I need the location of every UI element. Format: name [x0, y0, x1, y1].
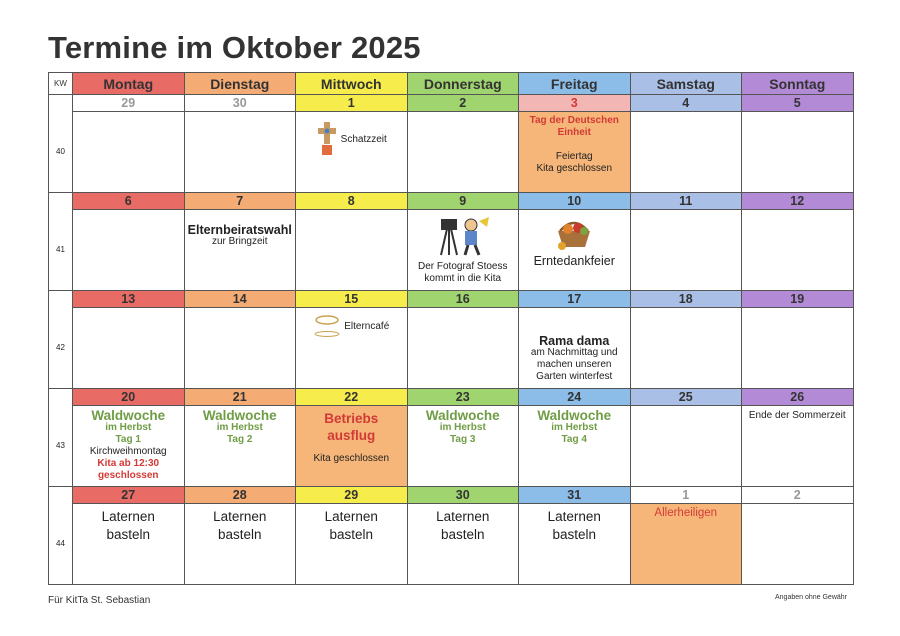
date-cell: 20	[73, 389, 185, 406]
event-cell	[519, 406, 631, 487]
kw-label: 42	[49, 308, 73, 389]
week-41-events	[49, 210, 854, 291]
week-40-events	[49, 112, 854, 193]
event-text: machen unseren	[537, 359, 612, 370]
event-elterncafe: Elterncafé	[344, 321, 390, 332]
event-waldwoche: Waldwoche	[425, 408, 500, 423]
date-cell: 24	[519, 389, 631, 406]
treasure-icon	[316, 118, 338, 162]
event-cell-holiday	[630, 504, 742, 585]
event-kirchweihmontag: Kirchweihmontag	[89, 446, 167, 457]
event-text: im Herbst	[439, 422, 486, 433]
date-cell: 27	[73, 487, 185, 504]
event-waldwoche: Waldwoche	[537, 408, 612, 423]
kw-label: 40	[49, 112, 73, 193]
date-cell: 4	[630, 95, 742, 112]
event-elternbeiratswahl: Elternbeiratswahl	[187, 223, 292, 237]
date-cell: 7	[184, 193, 296, 210]
event-text: geschlossen	[97, 470, 159, 481]
week-41-dates	[49, 193, 854, 210]
event-cell	[296, 406, 408, 487]
week-44-events	[49, 504, 854, 585]
event-cell	[296, 504, 408, 585]
week-42-dates	[49, 291, 854, 308]
week-42-events	[49, 308, 854, 389]
event-text: Der Fotograf Stoess	[418, 261, 508, 272]
event-laternen: Laternen	[213, 509, 267, 524]
date-cell: 15	[296, 291, 408, 308]
calendar-table	[48, 72, 854, 585]
event-laternen: Laternen	[101, 509, 155, 524]
event-cell	[519, 210, 631, 291]
date-cell: 25	[630, 389, 742, 406]
event-text: Kita geschlossen	[536, 163, 613, 174]
date-cell: 30	[184, 95, 296, 112]
event-text: ausflug	[327, 428, 376, 443]
date-cell: 9	[407, 193, 519, 210]
week-40-dates	[49, 95, 854, 112]
coffee-cup-icon	[313, 312, 341, 342]
event-cell	[407, 406, 519, 487]
date-cell: 17	[519, 291, 631, 308]
event-text: Garten winterfest	[536, 371, 613, 382]
event-rama-dama: Rama dama	[539, 334, 610, 348]
event-text: Tag 1	[115, 434, 141, 445]
kw-label: 43	[49, 406, 73, 487]
date-cell: 5	[742, 95, 854, 112]
date-cell: 8	[296, 193, 408, 210]
week-44-dates	[49, 487, 854, 504]
header-row	[49, 73, 854, 95]
event-text: Tag 4	[561, 434, 587, 445]
date-cell: 2	[407, 95, 519, 112]
date-cell: 31	[519, 487, 631, 504]
day-header-tuesday: Dienstag	[184, 73, 296, 95]
event-waldwoche: Waldwoche	[91, 408, 166, 423]
day-header-monday: Montag	[73, 73, 185, 95]
date-cell: 16	[407, 291, 519, 308]
date-cell: 21	[184, 389, 296, 406]
date-cell: 29	[296, 487, 408, 504]
event-text: Tag 3	[450, 434, 476, 445]
day-header-wednesday: Mittwoch	[296, 73, 408, 95]
event-cell	[407, 504, 519, 585]
week-43-dates	[49, 389, 854, 406]
event-cell	[296, 308, 408, 389]
week-43-events	[49, 406, 854, 487]
date-cell: 23	[407, 389, 519, 406]
date-cell: 1	[296, 95, 408, 112]
event-cell	[184, 210, 296, 291]
day-header-thursday: Donnerstag	[407, 73, 519, 95]
event-laternen: Laternen	[547, 509, 601, 524]
event-cell	[296, 112, 408, 193]
day-header-saturday: Samstag	[630, 73, 742, 95]
harvest-basket-icon	[554, 213, 594, 255]
day-header-sunday: Sonntag	[742, 73, 854, 95]
date-cell: 28	[184, 487, 296, 504]
date-cell: 11	[630, 193, 742, 210]
event-ende-sommerzeit: Ende der Sommerzeit	[748, 410, 846, 421]
date-cell: 14	[184, 291, 296, 308]
kw-label: 41	[49, 210, 73, 291]
event-schatzzeit: Schatzzeit	[340, 134, 387, 145]
kw-header: KW	[49, 73, 73, 95]
date-cell: 30	[407, 487, 519, 504]
event-laternen: Laternen	[436, 509, 490, 524]
event-text: basteln	[106, 527, 151, 542]
event-text: im Herbst	[551, 422, 598, 433]
event-waldwoche: Waldwoche	[202, 408, 277, 423]
event-cell	[73, 504, 185, 585]
day-header-friday: Freitag	[519, 73, 631, 95]
date-cell: 12	[742, 193, 854, 210]
event-text: basteln	[217, 527, 262, 542]
date-cell: 1	[630, 487, 742, 504]
date-cell: 26	[742, 389, 854, 406]
event-erntedankfeier: Erntedankfeier	[533, 254, 615, 268]
event-laternen: Laternen	[324, 509, 378, 524]
date-cell: 22	[296, 389, 408, 406]
date-cell: 2	[742, 487, 854, 504]
event-holiday-title: Tag der Deutschen Einheit	[529, 115, 619, 138]
event-cell	[519, 504, 631, 585]
event-text: kommt in die Kita	[424, 273, 502, 284]
event-betriebsausflug: Betriebs	[324, 411, 379, 426]
event-cell-holiday	[519, 112, 631, 193]
event-text: Kita geschlossen	[313, 453, 390, 464]
event-cell	[184, 406, 296, 487]
event-cell	[407, 210, 519, 291]
date-cell: 6	[73, 193, 185, 210]
event-text: Kita ab 12:30	[97, 458, 160, 469]
event-cell	[742, 406, 854, 487]
date-cell: 13	[73, 291, 185, 308]
event-cell	[519, 308, 631, 389]
photographer-icon	[435, 213, 491, 261]
event-text: basteln	[329, 527, 374, 542]
date-cell: 18	[630, 291, 742, 308]
footer-org: Für KitTa St. Sebastian	[48, 595, 151, 606]
date-cell: 19	[742, 291, 854, 308]
event-cell	[184, 504, 296, 585]
event-text: im Herbst	[105, 422, 152, 433]
event-text: basteln	[552, 527, 597, 542]
date-cell: 29	[73, 95, 185, 112]
event-text: Tag 2	[227, 434, 253, 445]
event-cell	[73, 406, 185, 487]
event-allerheiligen: Allerheiligen	[654, 507, 718, 519]
event-text: zur Bringzeit	[211, 236, 268, 247]
event-text: basteln	[440, 527, 485, 542]
event-text: im Herbst	[216, 422, 263, 433]
date-cell-holiday: 3	[519, 95, 631, 112]
event-text: Feiertag	[555, 151, 593, 162]
date-cell: 10	[519, 193, 631, 210]
page-title: Termine im Oktober 2025	[48, 30, 421, 65]
event-text: am Nachmittag und	[530, 347, 618, 358]
kw-label: 44	[49, 504, 73, 585]
footer-disclaimer: Angaben ohne Gewähr	[775, 594, 847, 601]
